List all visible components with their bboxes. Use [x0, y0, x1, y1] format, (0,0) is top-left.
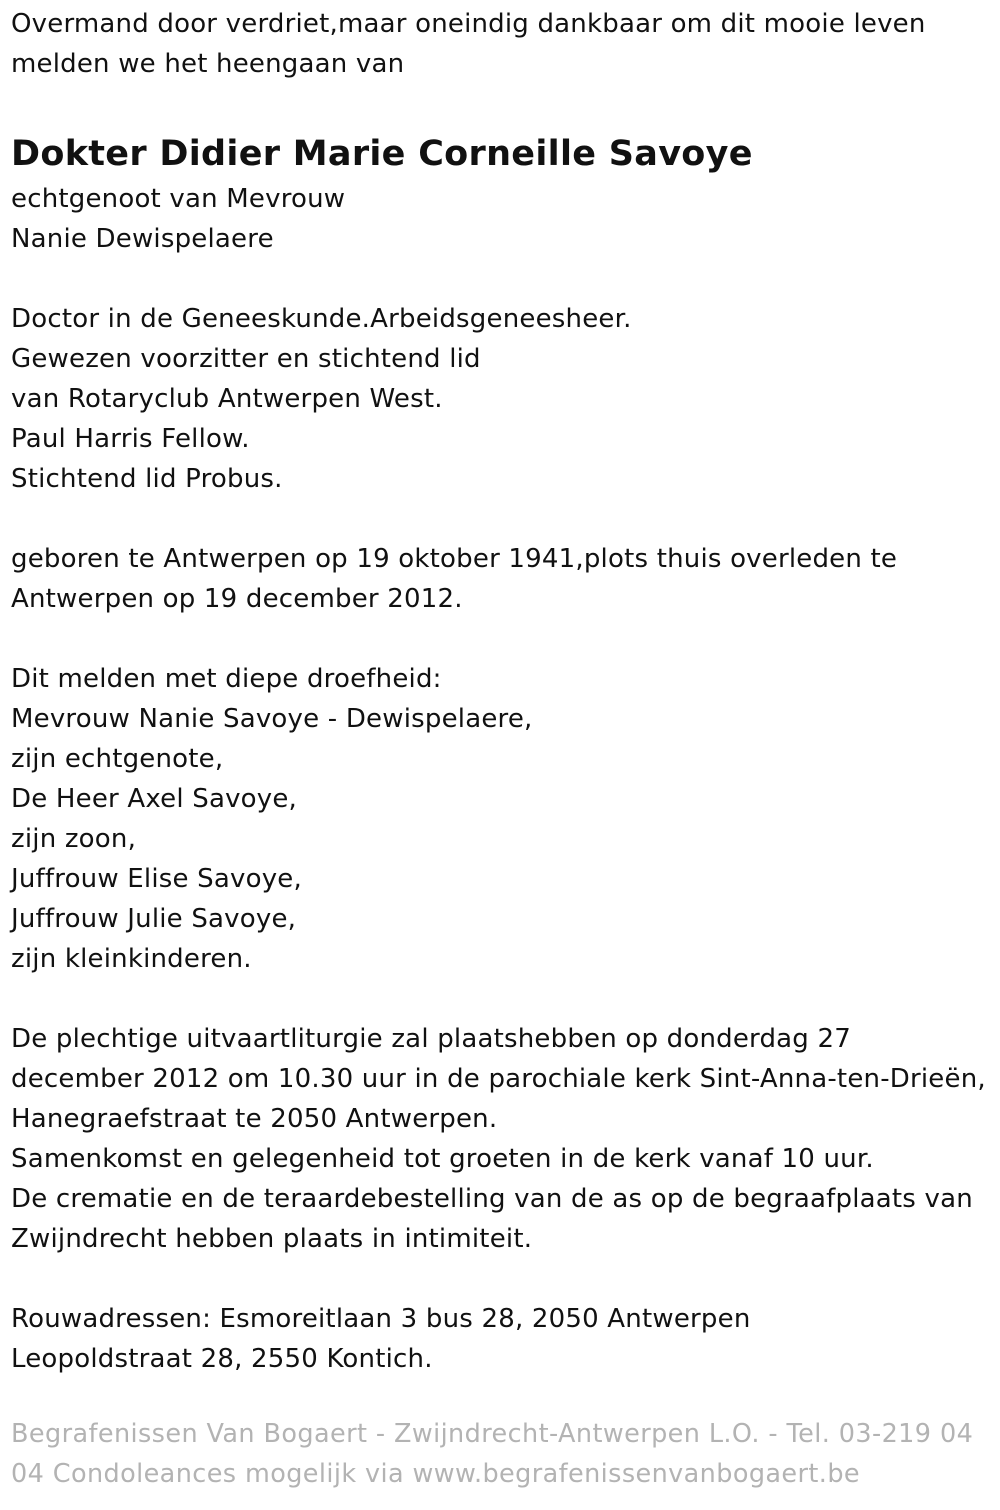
spacer [11, 84, 991, 129]
spacer [11, 499, 991, 539]
ceremony-line: Zwijndrecht hebben plaats in intimiteit. [11, 1224, 533, 1254]
birth-death-paragraph [11, 539, 991, 619]
spouse-paragraph [11, 179, 991, 259]
title-line: van Rotaryclub Antwerpen West. [11, 384, 443, 414]
spacer [11, 1259, 991, 1299]
ceremony-line: Hanegraefstraat te 2050 Antwerpen. [11, 1104, 498, 1134]
ceremony-paragraph [11, 1019, 991, 1259]
family-line: zijn zoon, [11, 824, 137, 854]
birth-death-line: geboren te Antwerpen op 19 oktober 1941,plots thuis overleden te [11, 544, 898, 574]
title-line: Gewezen voorzitter en stichtend lid [11, 344, 481, 374]
title-line: Paul Harris Fellow. [11, 424, 250, 454]
family-line: Juffrouw Julie Savoye, [11, 904, 297, 934]
ceremony-line: De plechtige uitvaartliturgie zal plaatshebben op donderdag 27 [11, 1024, 851, 1054]
birth-death-line: Antwerpen op 19 december 2012. [11, 584, 463, 614]
address-line: Leopoldstraat 28, 2550 Kontich. [11, 1344, 433, 1374]
family-line: Juffrouw Elise Savoye, [11, 864, 302, 894]
footer-line: Begrafenissen Van Bogaert - Zwijndrecht-Antwerpen L.O. - Tel. 03-219 04 [11, 1419, 974, 1449]
family-line: De Heer Axel Savoye, [11, 784, 298, 814]
intro-line: melden we het heengaan van [11, 49, 405, 79]
family-line: Dit melden met diepe droefheid: [11, 664, 442, 694]
family-paragraph [11, 659, 991, 979]
spacer [11, 619, 991, 659]
spacer [11, 259, 991, 299]
footer-line: 04 Condoleances mogelijk via www.begrafenissenvanbogaert.be [11, 1459, 860, 1489]
address-line: Rouwadressen: Esmoreitlaan 3 bus 28, 2050 Antwerpen [11, 1304, 751, 1334]
spouse-line: echtgenoot van Mevrouw [11, 184, 346, 214]
title-line: Doctor in de Geneeskunde.Arbeidsgeneesheer. [11, 304, 632, 334]
obituary-notice [11, 4, 991, 1379]
family-line: zijn kleinkinderen. [11, 944, 252, 974]
family-line: Mevrouw Nanie Savoye - Dewispelaere, [11, 704, 533, 734]
spouse-line: Nanie Dewispelaere [11, 224, 274, 254]
funeral-home-footer [11, 1414, 991, 1494]
ceremony-line: De crematie en de teraardebestelling van de as op de begraafplaats van [11, 1184, 973, 1214]
spacer [11, 979, 991, 1019]
family-line: zijn echtgenote, [11, 744, 224, 774]
intro-paragraph [11, 4, 991, 84]
intro-line: Overmand door verdriet,maar oneindig dankbaar om dit mooie leven [11, 9, 926, 39]
deceased-name: Dokter Didier Marie Corneille Savoye [11, 134, 753, 174]
ceremony-line: december 2012 om 10.30 uur in de parochiale kerk Sint-Anna-ten-Drieën, [11, 1064, 986, 1094]
ceremony-line: Samenkomst en gelegenheid tot groeten in de kerk vanaf 10 uur. [11, 1144, 874, 1174]
addresses-paragraph [11, 1299, 991, 1379]
title-line: Stichtend lid Probus. [11, 464, 283, 494]
titles-paragraph [11, 299, 991, 499]
